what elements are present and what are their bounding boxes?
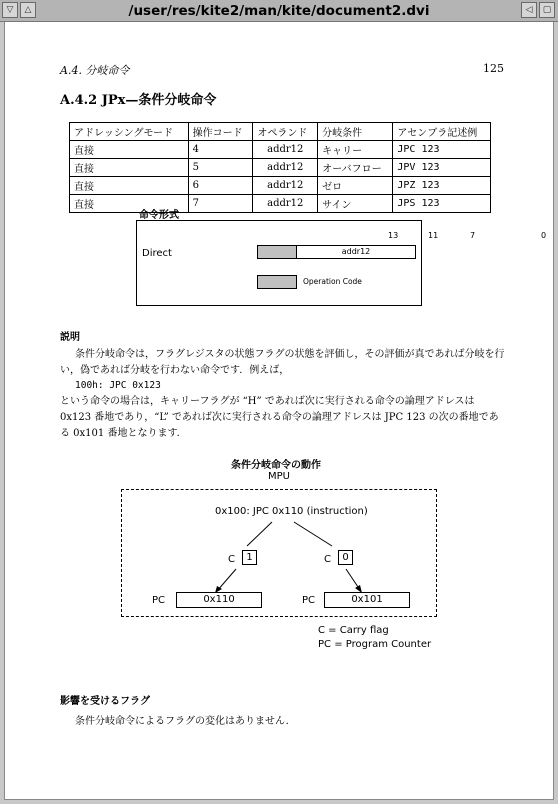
maximize-button[interactable]: ▢	[539, 2, 555, 18]
running-header: A.4. 分岐命令	[60, 64, 130, 77]
table-cell: 7	[188, 195, 253, 213]
bit-label: 7	[470, 231, 476, 240]
table-cell: 6	[188, 177, 253, 195]
table-cell: 直接	[70, 177, 189, 195]
pc-label: PC	[302, 595, 316, 606]
carry-value: 0	[338, 550, 353, 565]
table-row	[70, 159, 491, 177]
table-header: オペランド	[253, 123, 318, 141]
connector-arrow	[217, 569, 236, 591]
instruction-label: 0x100: JPC 0x110 (instruction)	[215, 506, 368, 517]
legend-swatch	[257, 275, 297, 289]
section-title: A.4.2 JPx—条件分岐命令	[60, 93, 217, 108]
legend-carry: C = Carry flag	[318, 625, 389, 636]
table-cell: 直接	[70, 159, 189, 177]
format-figure	[136, 220, 547, 306]
bit-label: 11	[428, 231, 439, 240]
minimize-button[interactable]: ◁	[521, 2, 537, 18]
table-cell: サイン	[318, 195, 393, 213]
connector-line	[247, 522, 272, 546]
table-cell: JPC 123	[393, 141, 491, 159]
table-cell: addr12	[253, 141, 318, 159]
table-row	[70, 195, 491, 213]
window-menu-button[interactable]: ▽	[2, 2, 18, 18]
code-example: 100h: JPC 0x123	[75, 380, 161, 391]
pc-value: 0x110	[176, 592, 262, 608]
table-header: 分岐条件	[318, 123, 393, 141]
mode-label: Direct	[142, 248, 172, 259]
pc-value: 0x101	[324, 592, 410, 608]
table-cell: JPS 123	[393, 195, 491, 213]
table-row	[70, 141, 491, 159]
table-header: アセンブラ記述例	[393, 123, 491, 141]
table-cell: 4	[188, 141, 253, 159]
opcode-field	[257, 245, 297, 259]
flags-text: 条件分岐命令によるフラグの変化はありません．	[75, 716, 296, 727]
table-cell: addr12	[253, 159, 318, 177]
explanation-paragraph: 条件分岐命令は，フラグレジスタの状態フラグの状態を評価し，その評価が真であれば分岐を行い，偽であれば分岐を行わない命令です．例えば，	[60, 349, 505, 376]
window-title: /user/res/kite2/man/kite/document2.dvi	[128, 3, 430, 19]
diagram-title: 条件分岐命令の動作	[231, 460, 321, 471]
page-number: 125	[483, 62, 504, 75]
explanation-paragraph: という命令の場合は，キャリーフラグが “H” であれば次に実行される命令の論理アドレスは0x123 番地であり，“L” であれば次に実行される命令の論理アドレスは JPC 123 の次の番地である 0x101 番地となります．	[60, 396, 499, 439]
carry-value: 1	[242, 550, 257, 565]
table-cell: addr12	[253, 195, 318, 213]
table-cell: 5	[188, 159, 253, 177]
table-cell: ゼロ	[318, 177, 393, 195]
explanation-heading: 説明	[60, 332, 80, 343]
connector-line	[294, 522, 332, 546]
legend-pc: PC = Program Counter	[318, 639, 432, 650]
table-row	[70, 177, 491, 195]
table-header-row	[70, 123, 491, 141]
flags-heading: 影響を受けるフラグ	[60, 696, 150, 707]
carry-label: C	[228, 554, 235, 565]
opcode-table	[69, 122, 491, 213]
bit-label: 13	[388, 231, 399, 240]
table-cell: JPV 123	[393, 159, 491, 177]
table-cell: JPZ 123	[393, 177, 491, 195]
table-header: 操作コード	[188, 123, 253, 141]
format-title: 命令形式	[139, 210, 179, 221]
diagram-subtitle: MPU	[268, 471, 290, 482]
window-titlebar	[0, 0, 558, 22]
bit-label: 0	[541, 231, 547, 240]
carry-label: C	[324, 554, 331, 565]
document-page	[4, 22, 554, 800]
table-cell: キャリー	[318, 141, 393, 159]
table-cell: 直接	[70, 141, 189, 159]
legend-label: Operation Code	[303, 277, 362, 286]
table-cell: addr12	[253, 177, 318, 195]
branch-diagram	[121, 489, 437, 617]
table-cell: 直接	[70, 195, 189, 213]
pc-label: PC	[152, 595, 166, 606]
addr-field: addr12	[296, 245, 416, 259]
window-shade-button[interactable]: △	[20, 2, 36, 18]
table-header: アドレッシングモード	[70, 123, 189, 141]
table-cell: オーバフロー	[318, 159, 393, 177]
